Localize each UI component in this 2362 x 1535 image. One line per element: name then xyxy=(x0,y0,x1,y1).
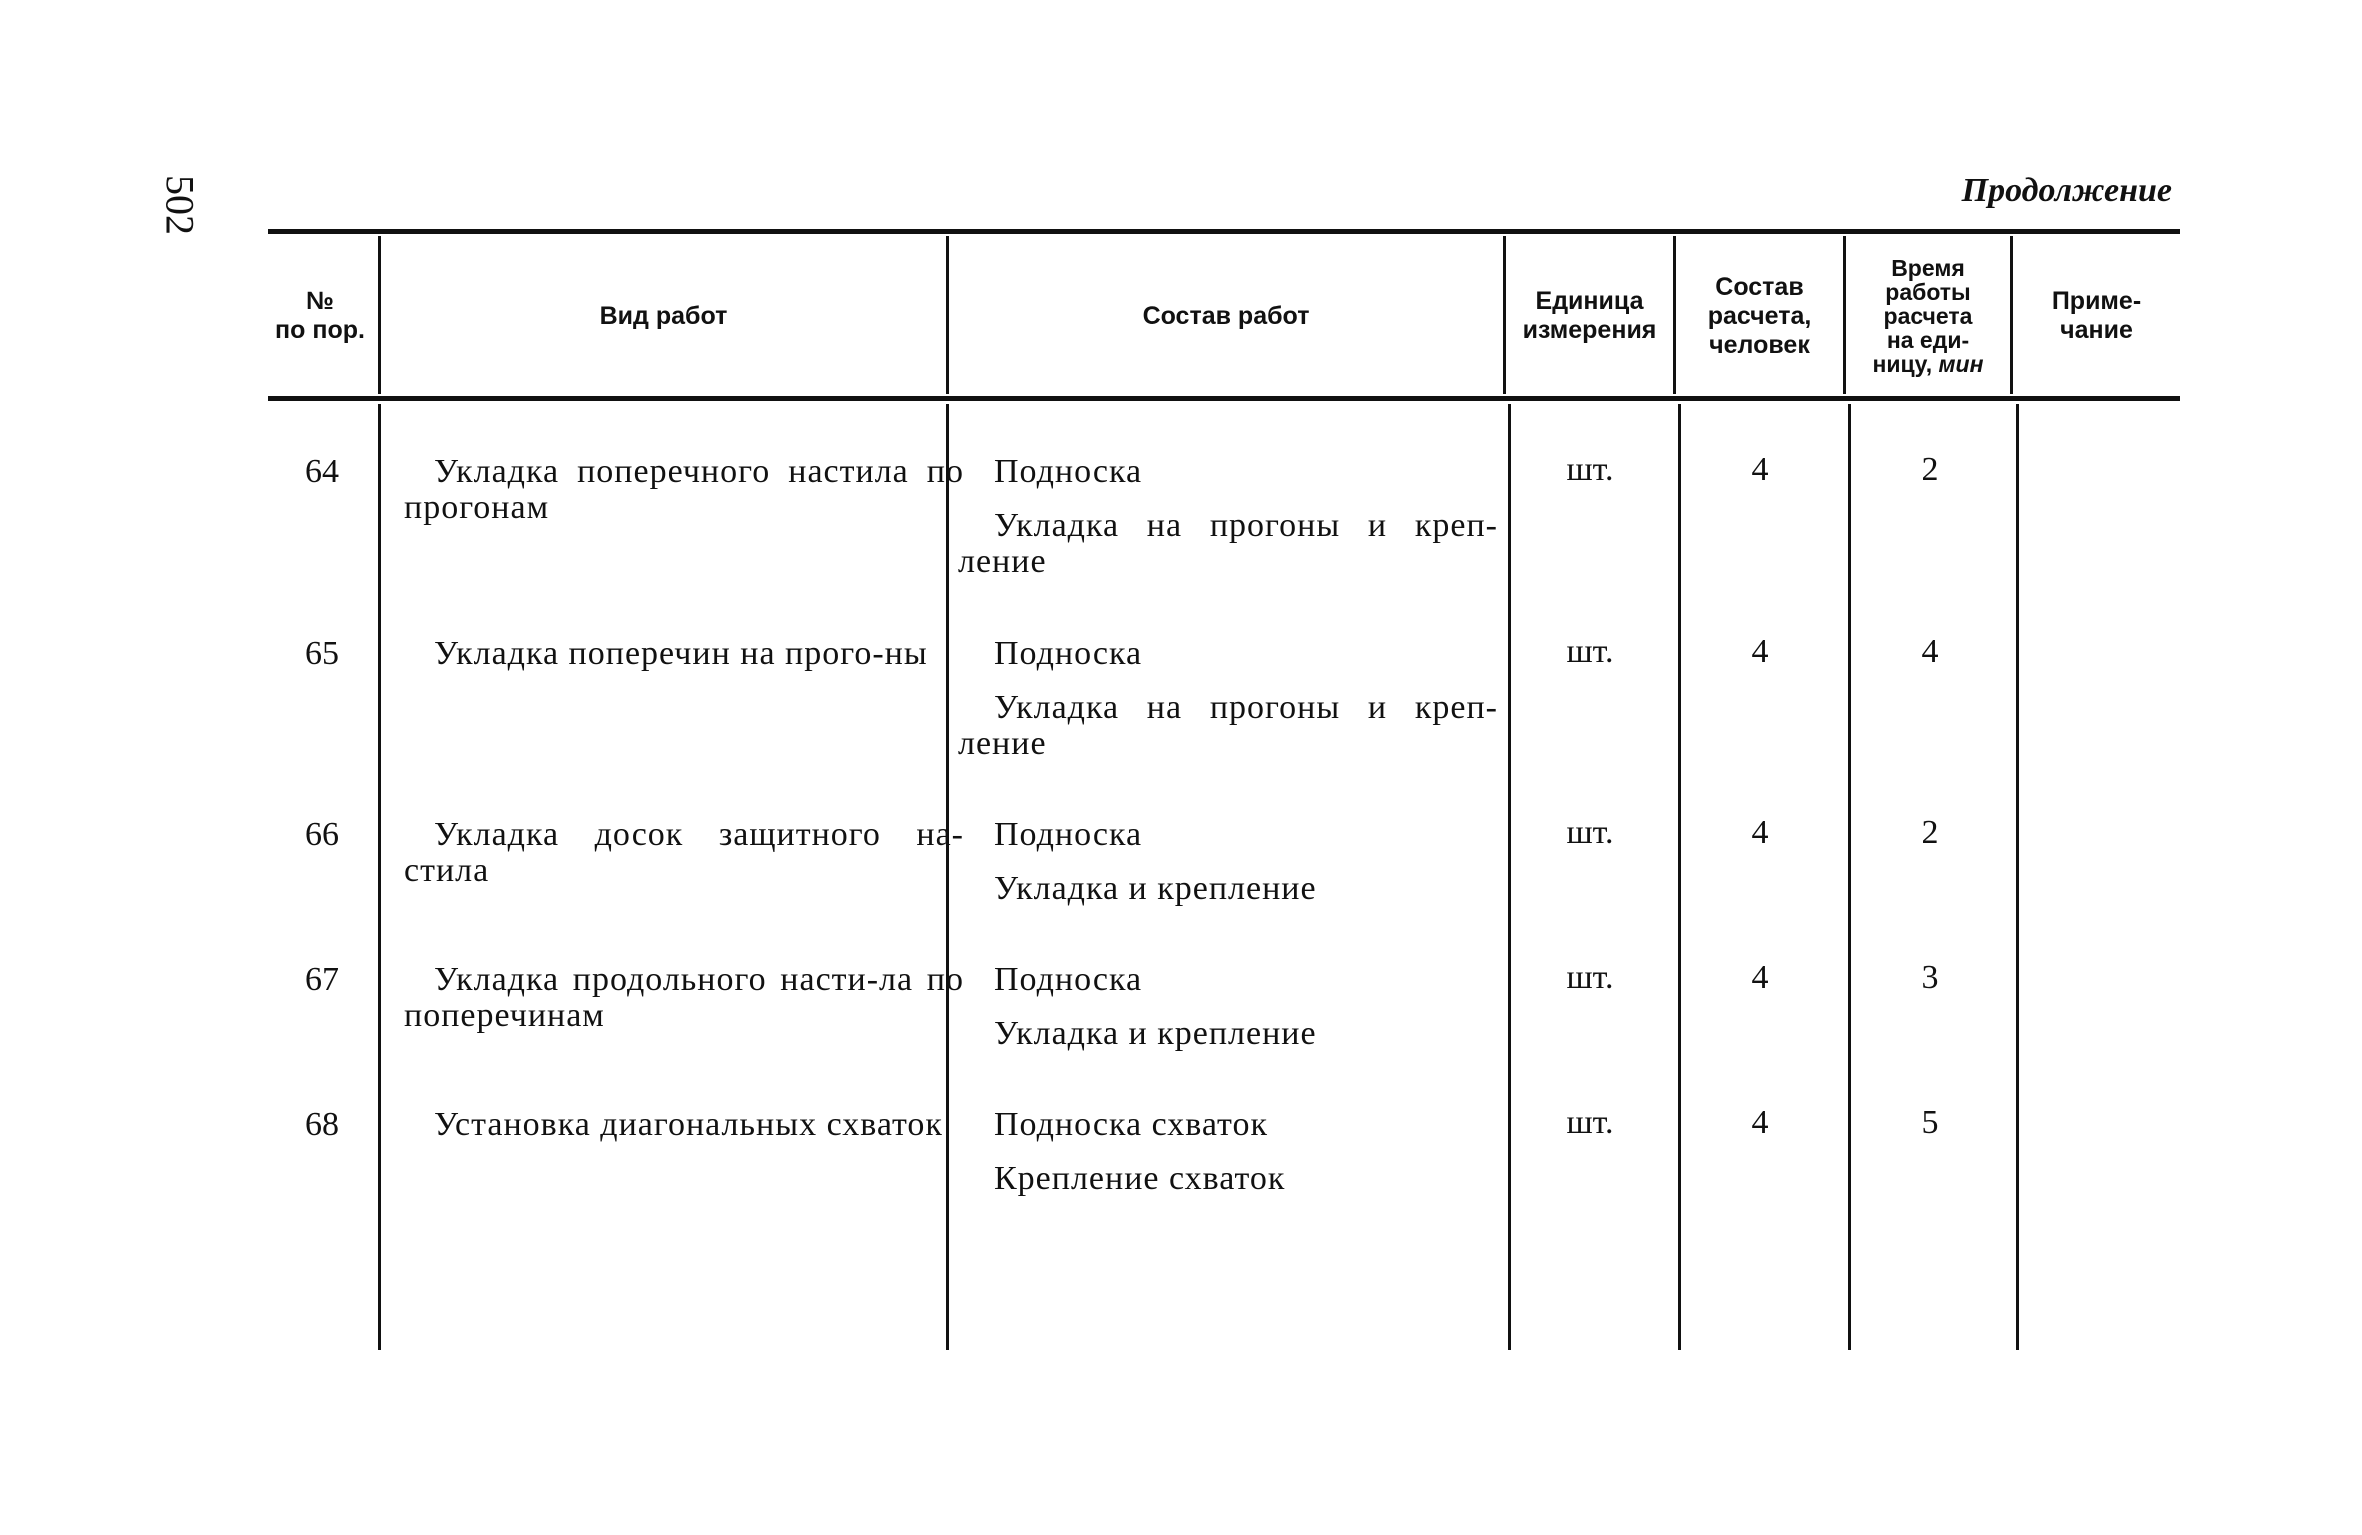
header-work-type: Вид работ xyxy=(599,301,728,330)
page-number: 502 xyxy=(157,175,203,235)
row-work-type: Укладка поперечин на прого-ны xyxy=(434,635,928,672)
row-number: 64 xyxy=(305,453,339,490)
header-unit: Единица измерения xyxy=(1522,287,1657,344)
row-unit: шт. xyxy=(1566,1104,1614,1141)
row-unit: шт. xyxy=(1566,451,1614,488)
row-time: 4 xyxy=(1921,633,1939,670)
row-unit: шт. xyxy=(1566,959,1614,996)
row-crew: 4 xyxy=(1751,451,1769,488)
row-work-composition xyxy=(958,454,1498,598)
header-time-unit: мин xyxy=(1938,351,1984,377)
header-time xyxy=(1846,236,2010,396)
header-note: Приме- чание xyxy=(2051,287,2142,344)
row-time: 2 xyxy=(1921,451,1939,488)
column-divider xyxy=(2016,404,2019,1350)
row-number: 66 xyxy=(305,816,339,853)
row-crew: 4 xyxy=(1751,959,1769,996)
row-unit: шт. xyxy=(1566,633,1614,670)
column-divider xyxy=(1678,404,1681,1350)
row-number: 68 xyxy=(305,1106,339,1143)
continuation-label: Продолжение xyxy=(1961,172,2172,209)
row-work-type: Укладка поперечного настила по прогонам xyxy=(404,453,964,526)
composition-line: Укладка и крепление xyxy=(994,1015,1317,1052)
header-time-text: Время работы расчета на еди- ницу, xyxy=(1872,255,1973,377)
header-number: № по пор. xyxy=(275,287,365,344)
composition-line: Подноска xyxy=(994,961,1143,998)
composition-line: Укладка на прогоны и креп-ление xyxy=(958,507,1498,580)
composition-line: Подноска xyxy=(994,635,1143,672)
row-crew: 4 xyxy=(1751,633,1769,670)
row-time: 5 xyxy=(1921,1104,1939,1141)
row-unit: шт. xyxy=(1566,814,1614,851)
row-number: 65 xyxy=(305,635,339,672)
row-time: 2 xyxy=(1921,814,1939,851)
composition-line: Подноска xyxy=(994,816,1143,853)
composition-line: Укладка и крепление xyxy=(994,870,1317,907)
row-work-type: Укладка продольного насти-ла по поперечинам xyxy=(404,961,964,1034)
row-work-composition xyxy=(958,817,1498,925)
column-divider xyxy=(1508,404,1511,1350)
header-work-composition: Состав работ xyxy=(1142,301,1310,330)
row-work-composition xyxy=(958,1107,1498,1215)
composition-line: Крепление схваток xyxy=(994,1160,1286,1197)
row-crew: 4 xyxy=(1751,1104,1769,1141)
row-crew: 4 xyxy=(1751,814,1769,851)
row-number: 67 xyxy=(305,961,339,998)
header-crew: Состав расчета, человек xyxy=(1707,272,1812,359)
row-work-composition xyxy=(958,636,1498,780)
row-work-composition xyxy=(958,962,1498,1070)
row-work-type: Установка диагональных схваток xyxy=(434,1106,943,1143)
table-top-rule xyxy=(268,229,2180,234)
header-bottom-rule xyxy=(268,396,2180,401)
composition-line: Укладка на прогоны и креп-ление xyxy=(958,689,1498,762)
column-divider xyxy=(1848,404,1851,1350)
composition-line: Подноска xyxy=(994,453,1143,490)
row-work-type: Укладка досок защитного на-стила xyxy=(404,816,964,889)
column-divider xyxy=(378,404,381,1350)
composition-line: Подноска схваток xyxy=(994,1106,1268,1143)
row-time: 3 xyxy=(1921,959,1939,996)
